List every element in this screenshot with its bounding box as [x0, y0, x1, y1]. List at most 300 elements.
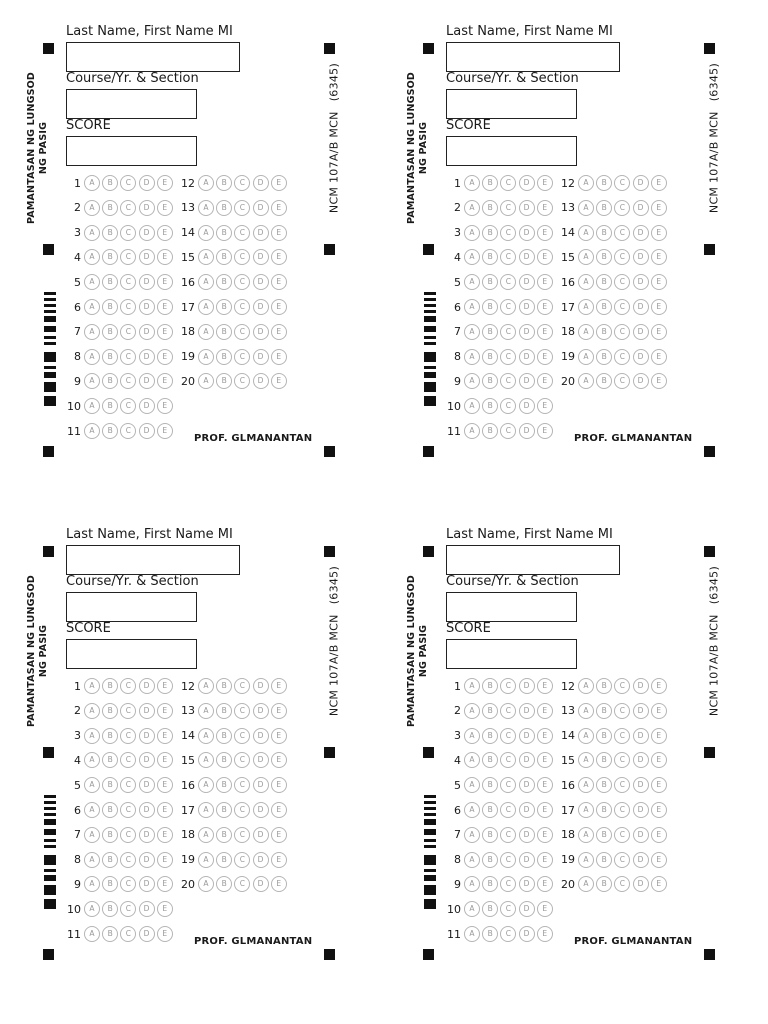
answer-bubble-c[interactable]: C	[614, 274, 630, 290]
name-field[interactable]	[446, 545, 620, 575]
answer-bubble-d[interactable]: D	[139, 777, 155, 793]
answer-bubble-c[interactable]: C	[614, 225, 630, 241]
answer-bubble-c[interactable]: C	[120, 777, 136, 793]
answer-bubble-e[interactable]: E	[271, 802, 287, 818]
answer-bubble-b[interactable]: B	[216, 349, 232, 365]
answer-bubble-b[interactable]: B	[216, 876, 232, 892]
score-field[interactable]	[66, 136, 197, 166]
answer-bubble-b[interactable]: B	[216, 324, 232, 340]
answer-bubble-e[interactable]: E	[157, 175, 173, 191]
answer-bubble-b[interactable]: B	[482, 728, 498, 744]
answer-bubble-c[interactable]: C	[500, 901, 516, 917]
answer-bubble-c[interactable]: C	[614, 703, 630, 719]
answer-bubble-a[interactable]: A	[84, 728, 100, 744]
answer-bubble-a[interactable]: A	[198, 777, 214, 793]
answer-bubble-c[interactable]: C	[500, 349, 516, 365]
answer-bubble-d[interactable]: D	[519, 678, 535, 694]
answer-bubble-b[interactable]: B	[482, 373, 498, 389]
answer-bubble-c[interactable]: C	[234, 175, 250, 191]
answer-bubble-a[interactable]: A	[464, 200, 480, 216]
answer-bubble-c[interactable]: C	[614, 678, 630, 694]
answer-bubble-b[interactable]: B	[216, 777, 232, 793]
answer-bubble-d[interactable]: D	[139, 752, 155, 768]
answer-bubble-a[interactable]: A	[464, 926, 480, 942]
answer-bubble-a[interactable]: A	[84, 349, 100, 365]
answer-bubble-e[interactable]: E	[537, 225, 553, 241]
answer-bubble-e[interactable]: E	[537, 175, 553, 191]
answer-bubble-e[interactable]: E	[271, 703, 287, 719]
answer-bubble-b[interactable]: B	[482, 274, 498, 290]
answer-bubble-e[interactable]: E	[537, 349, 553, 365]
answer-bubble-e[interactable]: E	[157, 802, 173, 818]
answer-bubble-c[interactable]: C	[120, 175, 136, 191]
answer-bubble-a[interactable]: A	[84, 373, 100, 389]
answer-bubble-d[interactable]: D	[519, 225, 535, 241]
answer-bubble-c[interactable]: C	[500, 274, 516, 290]
answer-bubble-b[interactable]: B	[216, 175, 232, 191]
answer-bubble-a[interactable]: A	[578, 703, 594, 719]
answer-bubble-a[interactable]: A	[84, 274, 100, 290]
answer-bubble-d[interactable]: D	[139, 703, 155, 719]
answer-bubble-e[interactable]: E	[157, 901, 173, 917]
answer-bubble-c[interactable]: C	[234, 827, 250, 843]
name-field[interactable]	[66, 545, 240, 575]
answer-bubble-a[interactable]: A	[84, 299, 100, 315]
answer-bubble-e[interactable]: E	[651, 373, 667, 389]
answer-bubble-e[interactable]: E	[157, 274, 173, 290]
answer-bubble-e[interactable]: E	[271, 373, 287, 389]
answer-bubble-a[interactable]: A	[464, 777, 480, 793]
answer-bubble-d[interactable]: D	[519, 852, 535, 868]
answer-bubble-d[interactable]: D	[633, 777, 649, 793]
answer-bubble-d[interactable]: D	[519, 249, 535, 265]
answer-bubble-c[interactable]: C	[500, 703, 516, 719]
answer-bubble-c[interactable]: C	[614, 876, 630, 892]
answer-bubble-b[interactable]: B	[216, 274, 232, 290]
answer-bubble-d[interactable]: D	[253, 225, 269, 241]
answer-bubble-b[interactable]: B	[102, 752, 118, 768]
answer-bubble-d[interactable]: D	[139, 225, 155, 241]
answer-bubble-e[interactable]: E	[157, 728, 173, 744]
answer-bubble-b[interactable]: B	[482, 349, 498, 365]
answer-bubble-d[interactable]: D	[519, 876, 535, 892]
answer-bubble-d[interactable]: D	[633, 324, 649, 340]
answer-bubble-a[interactable]: A	[464, 876, 480, 892]
answer-bubble-c[interactable]: C	[120, 901, 136, 917]
answer-bubble-c[interactable]: C	[500, 299, 516, 315]
answer-bubble-a[interactable]: A	[464, 827, 480, 843]
answer-bubble-c[interactable]: C	[120, 373, 136, 389]
answer-bubble-d[interactable]: D	[253, 373, 269, 389]
answer-bubble-c[interactable]: C	[500, 249, 516, 265]
answer-bubble-a[interactable]: A	[84, 827, 100, 843]
answer-bubble-c[interactable]: C	[234, 299, 250, 315]
answer-bubble-b[interactable]: B	[102, 827, 118, 843]
answer-bubble-c[interactable]: C	[500, 225, 516, 241]
answer-bubble-a[interactable]: A	[198, 373, 214, 389]
answer-bubble-a[interactable]: A	[464, 299, 480, 315]
answer-bubble-a[interactable]: A	[464, 249, 480, 265]
answer-bubble-c[interactable]: C	[614, 802, 630, 818]
answer-bubble-a[interactable]: A	[578, 827, 594, 843]
answer-bubble-e[interactable]: E	[271, 678, 287, 694]
answer-bubble-b[interactable]: B	[596, 349, 612, 365]
answer-bubble-e[interactable]: E	[271, 324, 287, 340]
answer-bubble-c[interactable]: C	[234, 703, 250, 719]
answer-bubble-a[interactable]: A	[84, 200, 100, 216]
answer-bubble-a[interactable]: A	[464, 423, 480, 439]
answer-bubble-a[interactable]: A	[84, 225, 100, 241]
course-section-field[interactable]	[66, 89, 197, 119]
answer-bubble-a[interactable]: A	[464, 349, 480, 365]
answer-bubble-d[interactable]: D	[139, 852, 155, 868]
answer-bubble-a[interactable]: A	[464, 678, 480, 694]
answer-bubble-c[interactable]: C	[120, 349, 136, 365]
answer-bubble-d[interactable]: D	[519, 175, 535, 191]
answer-bubble-e[interactable]: E	[537, 200, 553, 216]
answer-bubble-b[interactable]: B	[102, 852, 118, 868]
answer-bubble-c[interactable]: C	[120, 827, 136, 843]
answer-bubble-e[interactable]: E	[271, 225, 287, 241]
answer-bubble-c[interactable]: C	[614, 175, 630, 191]
answer-bubble-a[interactable]: A	[464, 901, 480, 917]
answer-bubble-c[interactable]: C	[120, 398, 136, 414]
answer-bubble-b[interactable]: B	[596, 175, 612, 191]
answer-bubble-e[interactable]: E	[651, 274, 667, 290]
answer-bubble-c[interactable]: C	[614, 827, 630, 843]
answer-bubble-c[interactable]: C	[614, 373, 630, 389]
answer-bubble-c[interactable]: C	[500, 324, 516, 340]
answer-bubble-d[interactable]: D	[519, 926, 535, 942]
answer-bubble-d[interactable]: D	[633, 373, 649, 389]
answer-bubble-b[interactable]: B	[482, 901, 498, 917]
answer-bubble-c[interactable]: C	[500, 777, 516, 793]
answer-bubble-c[interactable]: C	[234, 802, 250, 818]
answer-bubble-e[interactable]: E	[157, 852, 173, 868]
answer-bubble-a[interactable]: A	[464, 398, 480, 414]
answer-bubble-c[interactable]: C	[120, 802, 136, 818]
answer-bubble-d[interactable]: D	[519, 373, 535, 389]
answer-bubble-a[interactable]: A	[578, 249, 594, 265]
answer-bubble-d[interactable]: D	[253, 175, 269, 191]
score-field[interactable]	[446, 639, 577, 669]
answer-bubble-a[interactable]: A	[464, 852, 480, 868]
name-field[interactable]	[446, 42, 620, 72]
name-field[interactable]	[66, 42, 240, 72]
answer-bubble-e[interactable]: E	[157, 827, 173, 843]
answer-bubble-d[interactable]: D	[519, 728, 535, 744]
answer-bubble-c[interactable]: C	[500, 728, 516, 744]
answer-bubble-c[interactable]: C	[500, 678, 516, 694]
answer-bubble-c[interactable]: C	[120, 678, 136, 694]
answer-bubble-c[interactable]: C	[500, 175, 516, 191]
answer-bubble-d[interactable]: D	[519, 274, 535, 290]
answer-bubble-d[interactable]: D	[253, 349, 269, 365]
answer-bubble-c[interactable]: C	[500, 200, 516, 216]
answer-bubble-d[interactable]: D	[139, 398, 155, 414]
answer-bubble-e[interactable]: E	[537, 703, 553, 719]
answer-bubble-b[interactable]: B	[482, 777, 498, 793]
answer-bubble-e[interactable]: E	[271, 777, 287, 793]
answer-bubble-d[interactable]: D	[253, 802, 269, 818]
answer-bubble-d[interactable]: D	[633, 200, 649, 216]
answer-bubble-e[interactable]: E	[537, 926, 553, 942]
answer-bubble-a[interactable]: A	[578, 274, 594, 290]
answer-bubble-e[interactable]: E	[651, 678, 667, 694]
answer-bubble-e[interactable]: E	[271, 752, 287, 768]
answer-bubble-e[interactable]: E	[271, 249, 287, 265]
answer-bubble-b[interactable]: B	[102, 299, 118, 315]
answer-bubble-b[interactable]: B	[482, 926, 498, 942]
answer-bubble-a[interactable]: A	[578, 752, 594, 768]
answer-bubble-e[interactable]: E	[651, 827, 667, 843]
answer-bubble-e[interactable]: E	[537, 398, 553, 414]
answer-bubble-b[interactable]: B	[482, 398, 498, 414]
answer-bubble-e[interactable]: E	[157, 324, 173, 340]
answer-bubble-c[interactable]: C	[234, 274, 250, 290]
answer-bubble-b[interactable]: B	[596, 225, 612, 241]
answer-bubble-d[interactable]: D	[519, 200, 535, 216]
course-section-field[interactable]	[446, 89, 577, 119]
answer-bubble-c[interactable]: C	[120, 926, 136, 942]
answer-bubble-c[interactable]: C	[120, 249, 136, 265]
answer-bubble-b[interactable]: B	[482, 752, 498, 768]
answer-bubble-c[interactable]: C	[234, 349, 250, 365]
answer-bubble-c[interactable]: C	[120, 876, 136, 892]
answer-bubble-d[interactable]: D	[139, 349, 155, 365]
answer-bubble-a[interactable]: A	[578, 802, 594, 818]
answer-bubble-d[interactable]: D	[253, 876, 269, 892]
answer-bubble-d[interactable]: D	[633, 274, 649, 290]
answer-bubble-a[interactable]: A	[84, 423, 100, 439]
answer-bubble-a[interactable]: A	[84, 175, 100, 191]
answer-bubble-c[interactable]: C	[614, 299, 630, 315]
answer-bubble-d[interactable]: D	[253, 249, 269, 265]
answer-bubble-a[interactable]: A	[578, 200, 594, 216]
answer-bubble-a[interactable]: A	[84, 802, 100, 818]
answer-bubble-e[interactable]: E	[157, 777, 173, 793]
answer-bubble-d[interactable]: D	[139, 175, 155, 191]
answer-bubble-a[interactable]: A	[198, 175, 214, 191]
answer-bubble-e[interactable]: E	[651, 175, 667, 191]
answer-bubble-e[interactable]: E	[157, 876, 173, 892]
answer-bubble-e[interactable]: E	[651, 249, 667, 265]
answer-bubble-d[interactable]: D	[139, 373, 155, 389]
answer-bubble-b[interactable]: B	[216, 852, 232, 868]
answer-bubble-d[interactable]: D	[253, 678, 269, 694]
answer-bubble-b[interactable]: B	[596, 373, 612, 389]
answer-bubble-e[interactable]: E	[157, 423, 173, 439]
answer-bubble-a[interactable]: A	[84, 901, 100, 917]
answer-bubble-e[interactable]: E	[537, 876, 553, 892]
answer-bubble-c[interactable]: C	[120, 324, 136, 340]
answer-bubble-b[interactable]: B	[596, 827, 612, 843]
answer-bubble-a[interactable]: A	[578, 349, 594, 365]
answer-bubble-e[interactable]: E	[157, 349, 173, 365]
answer-bubble-b[interactable]: B	[596, 703, 612, 719]
answer-bubble-e[interactable]: E	[651, 703, 667, 719]
answer-bubble-a[interactable]: A	[84, 876, 100, 892]
answer-bubble-e[interactable]: E	[537, 299, 553, 315]
answer-bubble-e[interactable]: E	[651, 752, 667, 768]
answer-bubble-b[interactable]: B	[596, 299, 612, 315]
answer-bubble-e[interactable]: E	[157, 299, 173, 315]
answer-bubble-b[interactable]: B	[216, 703, 232, 719]
answer-bubble-d[interactable]: D	[253, 852, 269, 868]
answer-bubble-c[interactable]: C	[500, 802, 516, 818]
answer-bubble-b[interactable]: B	[102, 926, 118, 942]
answer-bubble-d[interactable]: D	[519, 752, 535, 768]
answer-bubble-e[interactable]: E	[271, 876, 287, 892]
answer-bubble-c[interactable]: C	[120, 299, 136, 315]
answer-bubble-a[interactable]: A	[464, 373, 480, 389]
answer-bubble-c[interactable]: C	[500, 876, 516, 892]
answer-bubble-b[interactable]: B	[482, 324, 498, 340]
answer-bubble-b[interactable]: B	[482, 703, 498, 719]
answer-bubble-d[interactable]: D	[253, 728, 269, 744]
answer-bubble-d[interactable]: D	[139, 200, 155, 216]
answer-bubble-c[interactable]: C	[614, 349, 630, 365]
answer-bubble-e[interactable]: E	[157, 398, 173, 414]
answer-bubble-d[interactable]: D	[633, 852, 649, 868]
answer-bubble-b[interactable]: B	[102, 703, 118, 719]
answer-bubble-c[interactable]: C	[120, 728, 136, 744]
answer-bubble-c[interactable]: C	[500, 827, 516, 843]
answer-bubble-e[interactable]: E	[651, 324, 667, 340]
answer-bubble-b[interactable]: B	[482, 827, 498, 843]
answer-bubble-d[interactable]: D	[519, 324, 535, 340]
answer-bubble-d[interactable]: D	[253, 777, 269, 793]
answer-bubble-c[interactable]: C	[120, 703, 136, 719]
answer-bubble-d[interactable]: D	[253, 827, 269, 843]
answer-bubble-a[interactable]: A	[198, 200, 214, 216]
answer-bubble-e[interactable]: E	[271, 299, 287, 315]
answer-bubble-b[interactable]: B	[216, 802, 232, 818]
answer-bubble-b[interactable]: B	[102, 373, 118, 389]
answer-bubble-b[interactable]: B	[102, 802, 118, 818]
answer-bubble-a[interactable]: A	[198, 876, 214, 892]
answer-bubble-b[interactable]: B	[482, 200, 498, 216]
answer-bubble-c[interactable]: C	[120, 852, 136, 868]
answer-bubble-d[interactable]: D	[139, 299, 155, 315]
answer-bubble-a[interactable]: A	[578, 678, 594, 694]
answer-bubble-b[interactable]: B	[102, 678, 118, 694]
answer-bubble-c[interactable]: C	[234, 200, 250, 216]
answer-bubble-c[interactable]: C	[234, 249, 250, 265]
answer-bubble-b[interactable]: B	[482, 802, 498, 818]
answer-bubble-e[interactable]: E	[651, 200, 667, 216]
answer-bubble-d[interactable]: D	[519, 901, 535, 917]
answer-bubble-a[interactable]: A	[84, 249, 100, 265]
answer-bubble-a[interactable]: A	[84, 324, 100, 340]
answer-bubble-b[interactable]: B	[102, 777, 118, 793]
score-field[interactable]	[66, 639, 197, 669]
answer-bubble-c[interactable]: C	[234, 752, 250, 768]
answer-bubble-c[interactable]: C	[500, 852, 516, 868]
course-section-field[interactable]	[446, 592, 577, 622]
answer-bubble-b[interactable]: B	[596, 752, 612, 768]
answer-bubble-a[interactable]: A	[84, 752, 100, 768]
answer-bubble-a[interactable]: A	[84, 398, 100, 414]
answer-bubble-b[interactable]: B	[102, 728, 118, 744]
answer-bubble-e[interactable]: E	[651, 777, 667, 793]
answer-bubble-a[interactable]: A	[464, 802, 480, 818]
answer-bubble-d[interactable]: D	[519, 703, 535, 719]
answer-bubble-d[interactable]: D	[519, 299, 535, 315]
answer-bubble-d[interactable]: D	[139, 423, 155, 439]
answer-bubble-c[interactable]: C	[500, 752, 516, 768]
answer-bubble-e[interactable]: E	[537, 423, 553, 439]
answer-bubble-e[interactable]: E	[271, 349, 287, 365]
answer-bubble-e[interactable]: E	[537, 728, 553, 744]
answer-bubble-e[interactable]: E	[271, 274, 287, 290]
answer-bubble-b[interactable]: B	[596, 876, 612, 892]
answer-bubble-a[interactable]: A	[578, 728, 594, 744]
answer-bubble-d[interactable]: D	[519, 777, 535, 793]
answer-bubble-a[interactable]: A	[578, 373, 594, 389]
answer-bubble-a[interactable]: A	[464, 225, 480, 241]
answer-bubble-e[interactable]: E	[537, 752, 553, 768]
answer-bubble-e[interactable]: E	[537, 274, 553, 290]
answer-bubble-b[interactable]: B	[102, 175, 118, 191]
answer-bubble-e[interactable]: E	[271, 175, 287, 191]
answer-bubble-b[interactable]: B	[482, 678, 498, 694]
answer-bubble-e[interactable]: E	[651, 876, 667, 892]
answer-bubble-d[interactable]: D	[633, 752, 649, 768]
answer-bubble-a[interactable]: A	[578, 324, 594, 340]
answer-bubble-a[interactable]: A	[84, 926, 100, 942]
answer-bubble-c[interactable]: C	[614, 752, 630, 768]
answer-bubble-d[interactable]: D	[139, 827, 155, 843]
answer-bubble-d[interactable]: D	[633, 703, 649, 719]
answer-bubble-a[interactable]: A	[464, 175, 480, 191]
answer-bubble-b[interactable]: B	[216, 728, 232, 744]
answer-bubble-d[interactable]: D	[519, 423, 535, 439]
answer-bubble-e[interactable]: E	[537, 777, 553, 793]
answer-bubble-c[interactable]: C	[614, 324, 630, 340]
answer-bubble-a[interactable]: A	[578, 777, 594, 793]
answer-bubble-c[interactable]: C	[500, 423, 516, 439]
answer-bubble-d[interactable]: D	[139, 274, 155, 290]
answer-bubble-c[interactable]: C	[614, 777, 630, 793]
answer-bubble-c[interactable]: C	[120, 423, 136, 439]
answer-bubble-a[interactable]: A	[84, 703, 100, 719]
answer-bubble-a[interactable]: A	[198, 827, 214, 843]
answer-bubble-b[interactable]: B	[216, 225, 232, 241]
answer-bubble-a[interactable]: A	[198, 299, 214, 315]
answer-bubble-b[interactable]: B	[482, 249, 498, 265]
answer-bubble-e[interactable]: E	[651, 728, 667, 744]
answer-bubble-a[interactable]: A	[578, 225, 594, 241]
score-field[interactable]	[446, 136, 577, 166]
answer-bubble-e[interactable]: E	[271, 852, 287, 868]
answer-bubble-d[interactable]: D	[253, 752, 269, 768]
answer-bubble-e[interactable]: E	[537, 249, 553, 265]
answer-bubble-b[interactable]: B	[216, 200, 232, 216]
answer-bubble-a[interactable]: A	[84, 777, 100, 793]
answer-bubble-e[interactable]: E	[157, 752, 173, 768]
answer-bubble-b[interactable]: B	[482, 299, 498, 315]
answer-bubble-a[interactable]: A	[578, 299, 594, 315]
answer-bubble-c[interactable]: C	[614, 200, 630, 216]
answer-bubble-d[interactable]: D	[519, 827, 535, 843]
answer-bubble-b[interactable]: B	[102, 423, 118, 439]
answer-bubble-d[interactable]: D	[633, 175, 649, 191]
answer-bubble-e[interactable]: E	[651, 349, 667, 365]
answer-bubble-b[interactable]: B	[102, 876, 118, 892]
answer-bubble-c[interactable]: C	[120, 200, 136, 216]
answer-bubble-c[interactable]: C	[500, 926, 516, 942]
